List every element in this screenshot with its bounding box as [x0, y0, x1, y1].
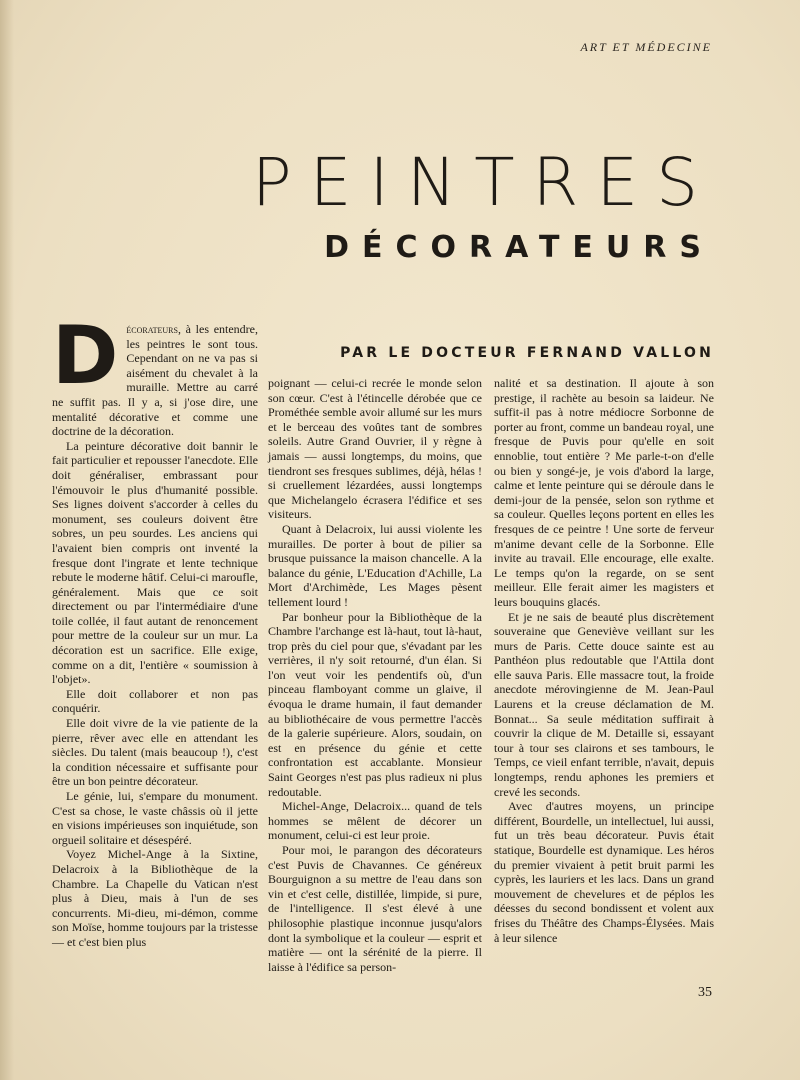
paragraph: Voyez Michel-Ange à la Sixtine, Delacroix à la Bibliothèque de la Chambre. La Chapelle du Vatican n'est plus à Dieu, mais à l'un de ses concurrents. Mi-dieu, mi-démon, comme son Moïse, homme toujours par la tristesse — et c'est bien plus — [52, 847, 258, 949]
paragraph: La peinture décorative doit bannir le fait particulier et repousser l'anecdote. Elle doit généraliser, embrassant pour l'émouvoir le plus d'humanité possible. Ses lignes doivent s'accorder à celles du monument, ses couleurs doivent être sobres, un peu sourdes. Les anciens qui l'avaient bien compris ont inventé la fresque dont l'ingrate et lente technique rebute le moderne hâtif. Celui-ci maroufle, généralement. Mais que ce soit directement ou par l'intermédiaire d'une toile collée, il faut autant de renoncement pour mettre de la couleur sur un mur. La décoration est un sacrifice. Elle exige, comme on a dit, l'entière « soumission à l'objet». — [52, 438, 258, 687]
byline: PAR LE DOCTEUR FERNAND VALLON — [340, 345, 714, 361]
paragraph: Michel-Ange, Delacroix... quand de tels hommes se mêlent de décorer un monument, celui-ci est leur proie. — [268, 799, 482, 843]
paragraph: Pour moi, le parangon des décorateurs c'est Puvis de Chavannes. Ce généreux Bourguignon a su mettre de l'eau dans son vin et c'est celle, distillée, limpide, si pure, de l'intelligence. Il s'est élevé à une philosophie plastique inconnue jusqu'alors dont la symbolique et la couleur — esprit et matière — ont la sérénité de la pierre. Il laisse à l'édifice sa person- — [268, 843, 482, 974]
paragraph: Quant à Delacroix, lui aussi violente les murailles. De porter à bout de pilier sa brusque puissance la maison chancelle. A la balance du génie, L'Education d'Achille, La Mort d'Archimède, Les Mages pèsent tellement lourd ! — [268, 521, 482, 609]
paragraph: Et je ne sais de beauté plus discrètement souveraine que Geneviève veillant sur les murs de Paris. Cette douce sainte est au Panthéon plus redoutable que l'Attila dont elle sauva Paris. Elle massacre tout, la froide anecdote mérovingienne de M. Jean-Paul Laurens et la creuse déclamation de M. Bonnat... Sa seule méditation suffirait à couvrir la clique de M. Detaille si, essayant tour à tour ses clairons et ses tambours, le Temps, ce vieil enfant terrible, n'avait, depuis longtemps, rendu aphones les premiers et crevé les seconds. — [494, 609, 714, 799]
paragraph-text: à les entendre, les peintres le sont tous. Cependant on ne va pas si aisément du chevalet à la muraille. Mettre au carré ne suffit pas. Il y a, si j'ose dire, une mentalité décorative et comme une doctrine de la décoration. — [52, 322, 258, 439]
paragraph: poignant — celui-ci recrée le monde selon son cœur. C'est à l'étincelle dérobée que ce Prométhée semble avoir allumé sur les murs et le berceau des voûtes tant de sombres soleils. Autre Grand Ouvrier, il y règne à jamais — aussi longtemps, du moins, que tiendront ses fresques sublimes, déjà, hélas ! si cruellement lézardées, aussi longtemps que Michelangelo écrasera l'édifice et ses visiteurs. — [268, 376, 482, 522]
paragraph: Le génie, lui, s'empare du monument. C'est sa chose, le vaste châssis où il jette en visions impérieuses son inquiétude, son orgueil solitaire et désespéré. — [52, 789, 258, 847]
page-spine-shadow — [0, 0, 14, 1080]
drop-cap: D — [52, 309, 119, 402]
paragraph — [52, 309, 258, 439]
title-line-1: PEINTRES — [251, 144, 716, 221]
text-column-1 — [52, 309, 258, 950]
page-number: 35 — [698, 985, 712, 1000]
paragraph: Elle doit collaborer et non pas conquérir. — [52, 686, 258, 716]
running-head: ART ET MÉDECINE — [580, 40, 712, 54]
paragraph: Elle doit vivre de la vie patiente de la pierre, rêver avec elle en attendant les siècles. Du talent (mais beaucoup !), c'est la condition nécessaire et suffisante pour être un bon peintre décorateur. — [52, 716, 258, 789]
text-column-3 — [494, 376, 714, 945]
first-word: écorateurs, — [126, 322, 181, 336]
title-line-2: DÉCORATEURS — [324, 230, 714, 265]
paragraph: Par bonheur pour la Bibliothèque de la Chambre l'archange est là-haut, tout là-haut, trop près du ciel pour que, s'évadant par les verrières, il n'y soit retourné, d'un élan. Si l'on veut voir les pendentifs où, d'un pinceau flamboyant comme un glaive, il évoqua le drame humain, il faut demander au bibliothécaire de vous permettre l'accès de la galerie supérieure. Alors, soudain, on est en présence du génie et cette confrontation est accablante. Monsieur Saint Georges n'est pas plus radieux ni plus redoutable. — [268, 609, 482, 799]
text-column-2 — [268, 376, 482, 974]
paragraph: Avec d'autres moyens, un principe différent, Bourdelle, un intellectuel, lui aussi, fut un très beau décorateur. Puvis était statique, Bourdelle est dynamique. Les héros du premier vivaient à petit bruit parmi les cyprès, les lauriers et les lacs. Dans un grand mouvement de chevelures et de péplos les déesses du second bondissent et volent aux frises du Théâtre des Champs-Élysées. Mais à leur silence — [494, 799, 714, 945]
paragraph: nalité et sa destination. Il ajoute à son prestige, il rachète au besoin sa laideur. Ne suffit-il pas à notre médiocre Sorbonne de porter au front, comme un bandeau royal, une fresque de Puvis pour qu'elle en soit ennoblie, tout entière ? Me parle-t-on d'elle ou bien y songé-je, je vois d'abord la large, calme et lente peinture qui se déroule dans le demi-jour de la pensée, selon son rythme et sa couleur. Quelles leçons portent en elles les fresques de ce peintre ! Une sorte de ferveur m'anime devant celle de la Sorbonne. Elle invite au travail. Elle encourage, elle exalte. Le temps qu'on la regarde, on se sent meilleur. Elle ferait aimer les magisters et leurs bouquins glacés. — [494, 376, 714, 609]
